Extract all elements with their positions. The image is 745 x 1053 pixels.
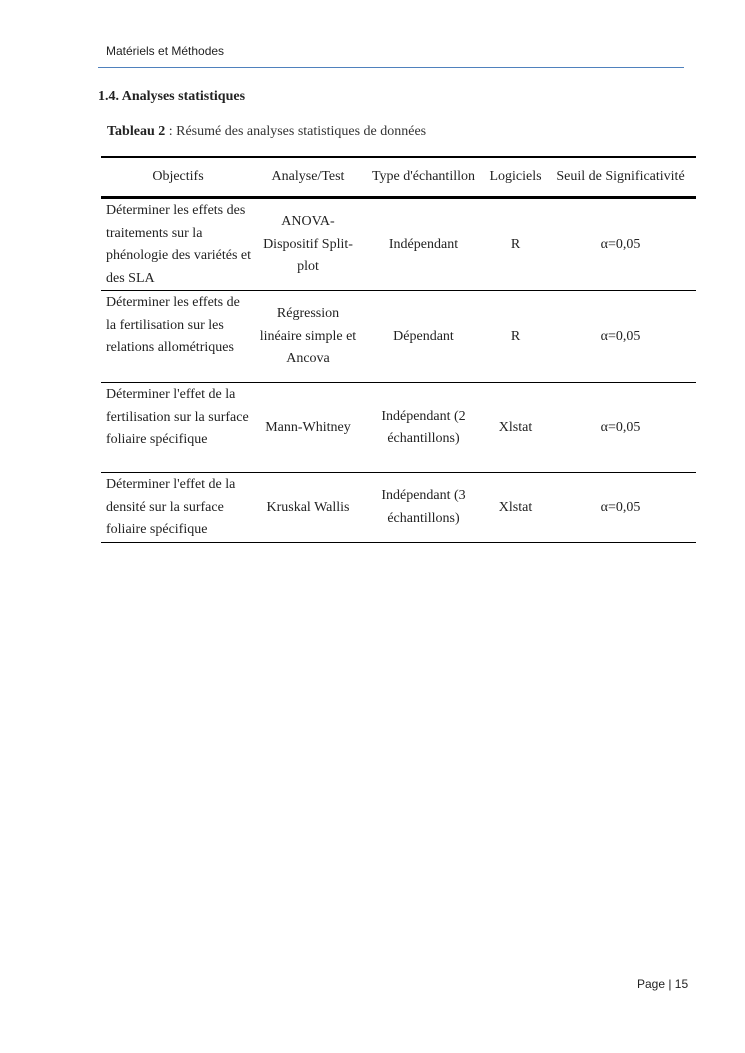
cell-analyse: Kruskal Wallis [255, 473, 361, 543]
header-analyse-test: Analyse/Test [255, 157, 361, 198]
statistics-summary-table [101, 156, 696, 543]
running-header: Matériels et Méthodes [106, 44, 225, 58]
header-logiciels: Logiciels [486, 157, 545, 198]
header-objectifs: Objectifs [101, 157, 255, 198]
cell-seuil: α=0,05 [545, 291, 696, 383]
table-row [101, 291, 696, 383]
cell-objectif: Déterminer l'effet de la densité sur la surface foliaire spécifique [101, 473, 255, 543]
cell-seuil: α=0,05 [545, 383, 696, 473]
cell-logiciel: R [486, 198, 545, 291]
cell-echantillon: Indépendant [361, 198, 486, 291]
cell-objectif: Déterminer l'effet de la fertilisation sur la surface foliaire spécifique [101, 383, 255, 473]
table-caption [107, 124, 426, 140]
table-row [101, 473, 696, 543]
cell-echantillon: Indépendant (2 échantillons) [361, 383, 486, 473]
cell-objectif: Déterminer les effets de la fertilisation sur les relations allométriques [101, 291, 255, 383]
caption-label: Tableau 2 [107, 124, 166, 139]
cell-analyse: ANOVA-Dispositif Split-plot [255, 198, 361, 291]
cell-logiciel: Xlstat [486, 383, 545, 473]
header-type-echantillon: Type d'échantillon [361, 157, 486, 198]
cell-logiciel: Xlstat [486, 473, 545, 543]
cell-analyse: Mann-Whitney [255, 383, 361, 473]
cell-echantillon: Indépendant (3 échantillons) [361, 473, 486, 543]
cell-logiciel: R [486, 291, 545, 383]
cell-seuil: α=0,05 [545, 198, 696, 291]
header-seuil: Seuil de Significativité [545, 157, 696, 198]
section-title: 1.4. Analyses statistiques [98, 89, 246, 104]
header-rule [98, 67, 684, 68]
cell-analyse: Régression linéaire simple et Ancova [255, 291, 361, 383]
table-row [101, 198, 696, 291]
table-header-row [101, 157, 696, 198]
table-row [101, 383, 696, 473]
cell-echantillon: Dépendant [361, 291, 486, 383]
cell-objectif: Déterminer les effets des traitements sur la phénologie des variétés et des SLA [101, 198, 255, 291]
page-number: Page | 15 [637, 977, 689, 991]
cell-seuil: α=0,05 [545, 473, 696, 543]
caption-text: : Résumé des analyses statistiques de données [165, 124, 427, 139]
